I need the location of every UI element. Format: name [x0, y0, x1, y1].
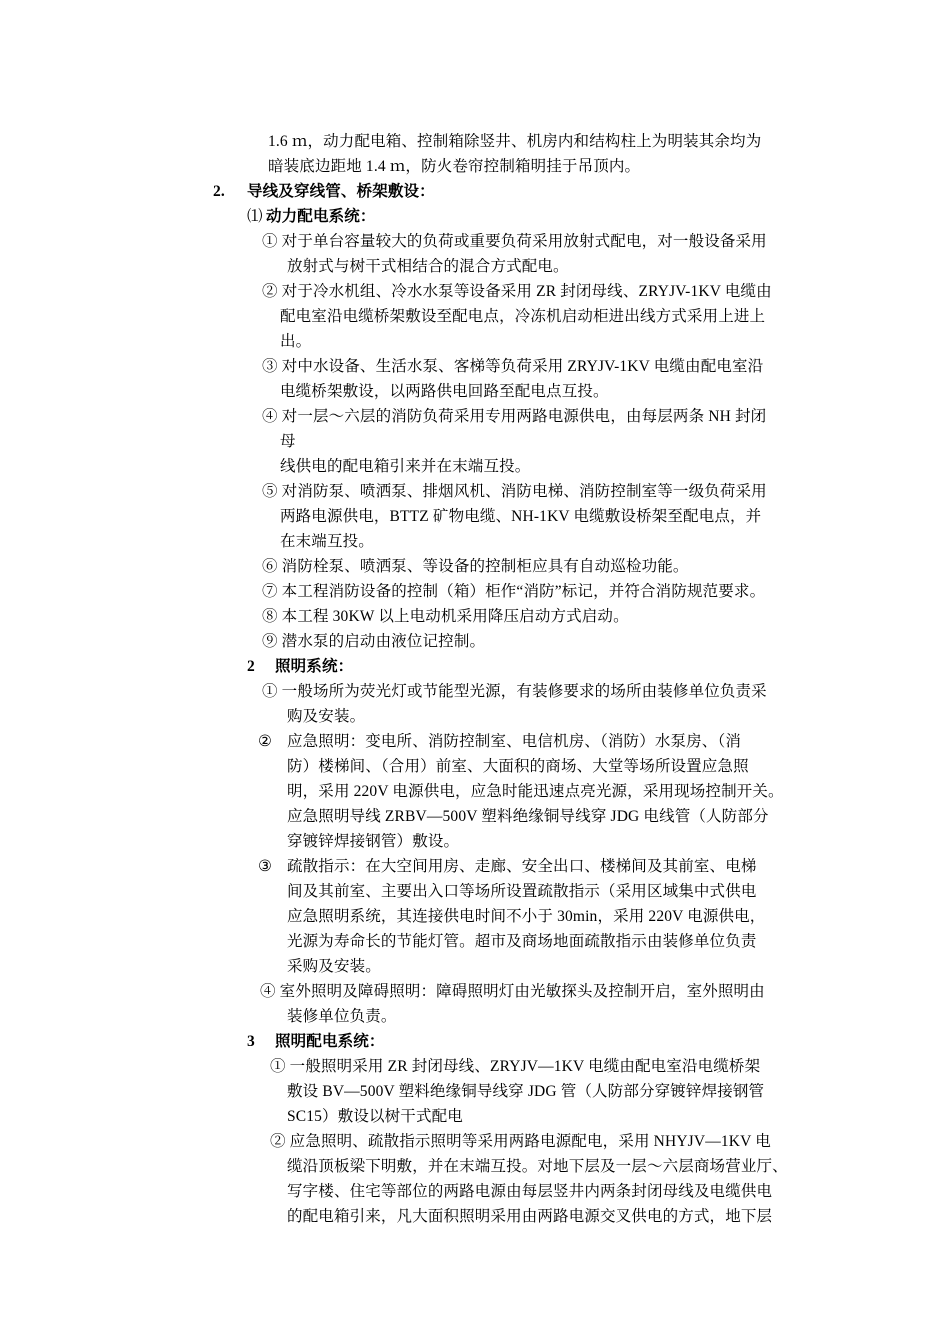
text-line: 采购及安装。 [287, 958, 381, 975]
text-line: ④ 对一层～六层的消防负荷采用专用两路电源供电，由每层两条 NH 封闭 [262, 408, 767, 425]
text-line: 电缆桥架敷设，以两路供电回路至配电点互投。 [280, 383, 609, 400]
list-marker: ② [258, 733, 273, 750]
subsection-heading: 照明配电系统： [275, 1033, 385, 1050]
subsection-number: 2 [247, 658, 255, 675]
text-line: ① 对于单台容量较大的负荷或重要负荷采用放射式配电，对一般设备采用 [262, 233, 767, 250]
text-line: ① 一般场所为荧光灯或节能型光源，有装修要求的场所由装修单位负责采 [262, 683, 767, 700]
text-line: 出。 [280, 333, 312, 350]
text-line: 应急照明导线 ZRBV—500V 塑料绝缘铜导线穿 JDG 电线管（人防部分 [287, 808, 769, 825]
text-line: 的配电箱引来，凡大面积照明采用由两路电源交叉供电的方式，地下层 [287, 1208, 773, 1225]
text-line: ③ 对中水设备、生活水泵、客梯等负荷采用 ZRYJV-1KV 电缆由配电室沿 [262, 358, 764, 375]
text-line: 购及安装。 [287, 708, 366, 725]
text-line: 两路电源供电，BTTZ 矿物电缆、NH-1KV 电缆敷设桥架至配电点，并 [280, 508, 762, 525]
text-line: 防）楼梯间、（合用）前室、大面积的商场、大堂等场所设置应急照 [287, 758, 749, 775]
text-line: 敷设 BV—500V 塑料绝缘铜导线穿 JDG 管（人防部分穿镀锌焊接钢管 [287, 1083, 765, 1100]
section-heading: 导线及穿线管、桥架敷设： [247, 183, 435, 200]
text-line: SC15）敷设以树干式配电 [287, 1108, 463, 1125]
text-line: 1.6 ｍ，动力配电箱、控制箱除竖井、机房内和结构柱上为明装其余均为 [268, 133, 762, 150]
text-line: ⑧ 本工程 30KW 以上电动机采用降压启动方式启动。 [262, 608, 629, 625]
text-line: ② 应急照明、疏散指示照明等采用两路电源配电，采用 NHYJV—1KV 电 [270, 1133, 771, 1150]
text-line: ① 一般照明采用 ZR 封闭母线、ZRYJV—1KV 电缆由配电室沿电缆桥架 [270, 1058, 761, 1075]
text-line: ⑦ 本工程消防设备的控制（箱）柜作“消防”标记，并符合消防规范要求。 [262, 583, 766, 600]
text-line: ④ 室外照明及障碍照明：障碍照明灯由光敏探头及控制开启，室外照明由 [260, 983, 765, 1000]
subsection-heading: 动力配电系统： [266, 208, 376, 225]
text-line: ⑤ 对消防泵、喷洒泵、排烟风机、消防电梯、消防控制室等一级负荷采用 [262, 483, 767, 500]
text-line: 写字楼、住宅等部位的两路电源由每层竖井内两条封闭母线及电缆供电 [287, 1183, 773, 1200]
text-line: 装修单位负责。 [287, 1008, 397, 1025]
text-line: 穿镀锌焊接钢管）敷设。 [287, 833, 460, 850]
text-line: 应急照明系统，其连接供电时间不小于 30min，采用 220V 电源供电， [287, 908, 766, 925]
text-line: 母 [280, 433, 296, 450]
subsection-number: 3 [247, 1033, 255, 1050]
text-line: 疏散指示：在大空间用房、走廊、安全出口、楼梯间及其前室、电梯 [287, 858, 757, 875]
text-line: ⑥ 消防栓泵、喷洒泵、等设备的控制柜应具有自动巡检功能。 [262, 558, 689, 575]
text-line: 配电室沿电缆桥架敷设至配电点，冷冻机启动柜进出线方式采用上进上 [280, 308, 766, 325]
text-line: 放射式与树干式相结合的混合方式配电。 [287, 258, 569, 275]
text-line: 光源为寿命长的节能灯管。超市及商场地面疏散指示由装修单位负责 [287, 933, 757, 950]
text-line: 线供电的配电箱引来并在末端互投。 [280, 458, 531, 475]
text-line: 在末端互投。 [280, 533, 374, 550]
list-marker: ③ [258, 858, 273, 875]
subsection-number: ⑴ [247, 208, 263, 225]
text-line: 应急照明：变电所、消防控制室、电信机房、（消防）水泵房、（消 [287, 733, 742, 750]
text-line: 暗装底边距地 1.4 ｍ，防火卷帘控制箱明挂于吊顶内。 [268, 158, 641, 175]
text-line: ⑨ 潜水泵的启动由液位记控制。 [262, 633, 486, 650]
section-number: 2. [213, 183, 225, 200]
text-line: 间及其前室、主要出入口等场所设置疏散指示（采用区域集中式供电 [287, 883, 757, 900]
text-line: 明，采用 220V 电源供电，应急时能迅速点亮光源，采用现场控制开关。 [287, 783, 784, 800]
text-line: 缆沿顶板梁下明敷，并在末端互投。对地下层及一层～六层商场营业厅、 [287, 1158, 788, 1175]
subsection-heading: 照明系统： [275, 658, 354, 675]
text-line: ② 对于冷水机组、冷水水泵等设备采用 ZR 封闭母线、ZRYJV-1KV 电缆由 [262, 283, 772, 300]
